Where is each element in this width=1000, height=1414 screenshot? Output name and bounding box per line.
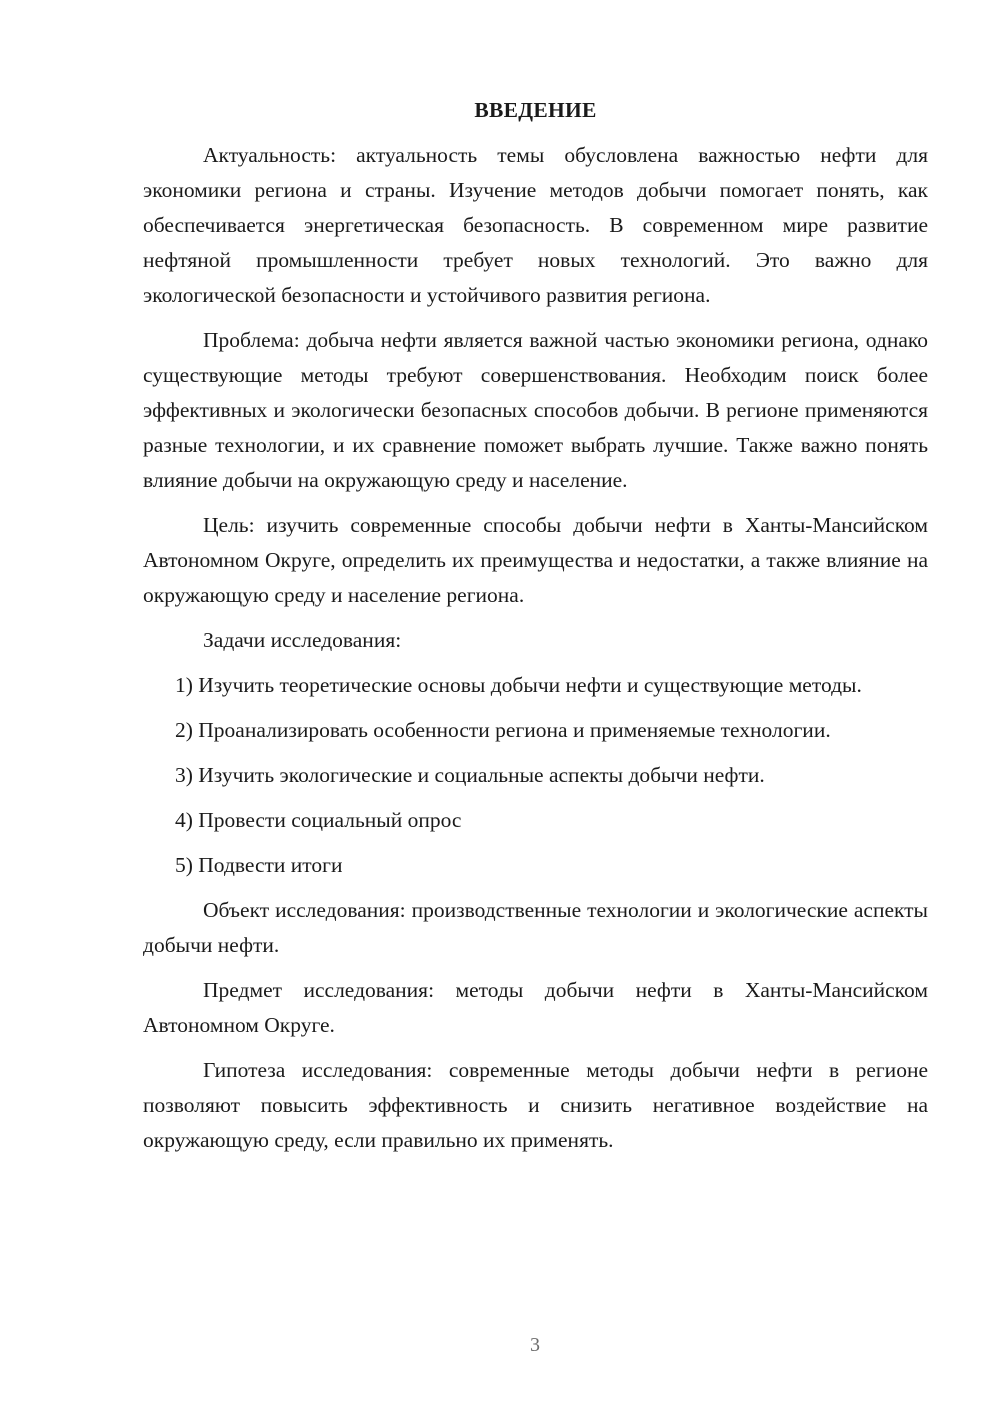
paragraph-object: Объект исследования: производственные технологии и экологические аспекты добычи нефти. [143, 898, 928, 957]
paragraph-hypothesis: Гипотеза исследования: современные методы добычи нефти в регионе позволяют повысить эффективность и снизить негативное воздействие на окружающую среду, если правильно их применять. [143, 1058, 928, 1152]
paragraph-problem: Проблема: добыча нефти является важной частью экономики региона, однако существующие методы требуют совершенствования. Необходим поиск более эффективных и экологически безопасных способов добычи. В регионе применяются разные технологии, и их сравнение поможет выбрать лучшие. Также важно понять влияние добычи на окружающую среду и население. [143, 328, 928, 492]
task-item-5: 5) Подвести итоги [175, 853, 343, 877]
paragraph-tasks-heading: Задачи исследования: [203, 628, 402, 652]
section-title: ВВЕДЕНИЕ [474, 98, 597, 122]
task-item-2: 2) Проанализировать особенности региона и применяемые технологии. [175, 718, 831, 742]
task-item-4: 4) Провести социальный опрос [175, 808, 462, 832]
document-page [143, 95, 928, 1168]
paragraph-goal: Цель: изучить современные способы добычи нефти в Ханты-Мансийском Автономном Округе, определить их преимущества и недостатки, а также влияние на окружающую среду и население региона. [143, 513, 928, 607]
paragraph-relevance: Актуальность: актуальность темы обусловлена важностью нефти для экономики региона и страны. Изучение методов добычи помогает понять, как обеспечивается энергетическая безопасность. В современном мире развитие нефтяной промышленности требует новых технологий. Это важно для экологической безопасности и устойчивого развития региона. [143, 143, 928, 307]
paragraph-subject: Предмет исследования: методы добычи нефти в Ханты-Мансийском Автономном Округе. [143, 978, 928, 1037]
page-number: 3 [530, 1334, 540, 1356]
task-item-3: 3) Изучить экологические и социальные аспекты добычи нефти. [175, 763, 765, 787]
task-item-1: 1) Изучить теоретические основы добычи нефти и существующие методы. [175, 673, 862, 697]
